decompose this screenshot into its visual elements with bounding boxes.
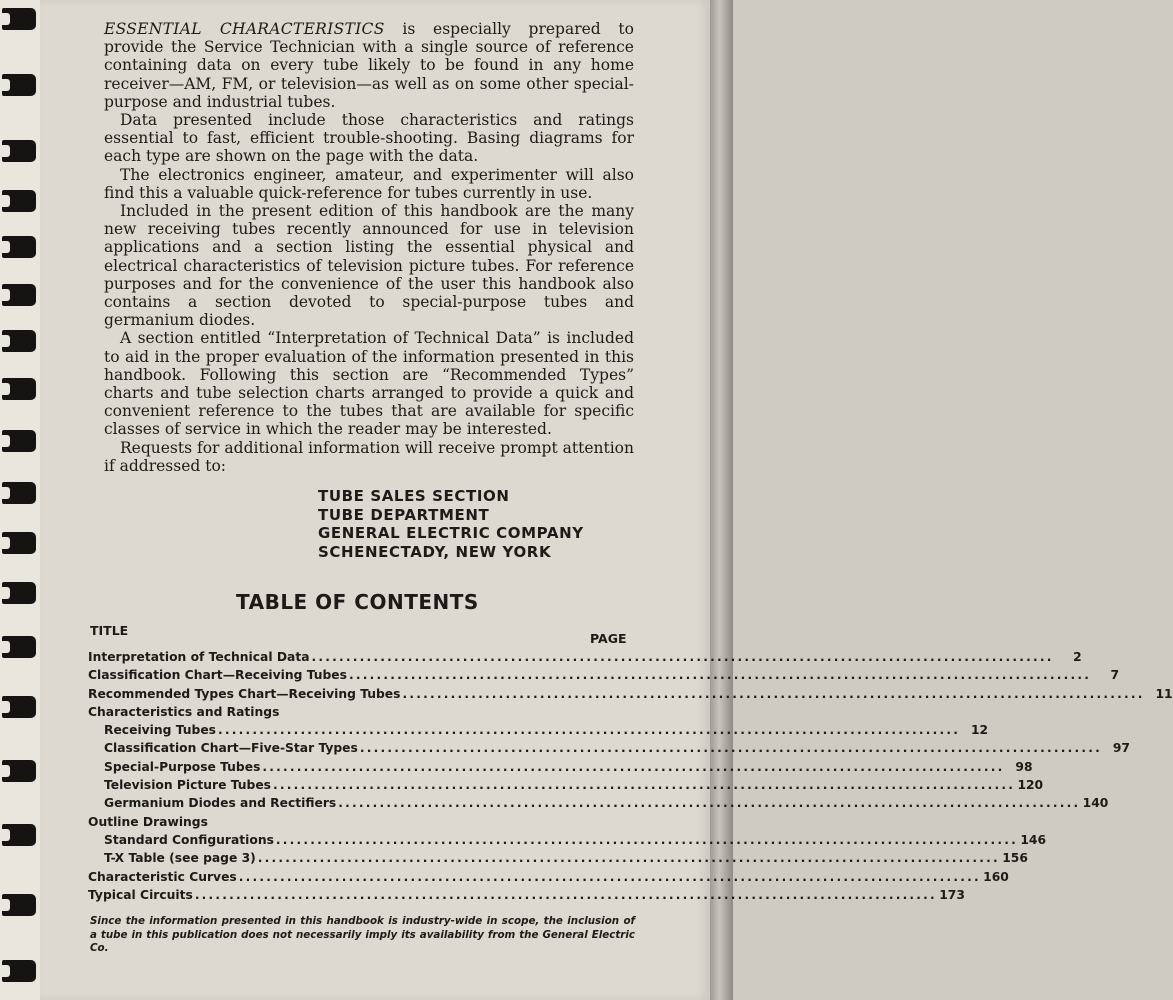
binding-ring	[2, 760, 36, 782]
toc-entry[interactable]: Receiving Tubes ............................................................................................................ 12	[104, 723, 989, 738]
toc-entry[interactable]: Classification Chart—Five-Star Types ............................................................................................................ 97	[104, 741, 1130, 756]
binding-ring	[2, 636, 36, 658]
binding-ring	[2, 960, 36, 982]
intro-paragraph-2: Data presented include those characteristics and ratings essential to fast, efficient trouble-shooting. Basing diagrams for each type are shown on the page with the data.	[104, 111, 634, 166]
availability-footnote: Since the information presented in this handbook is industry-wide in scope, the inclusion of a tube in this publication does not necessarily imply its availability from the General Electric Co.	[90, 915, 635, 954]
page-edge-shadow	[710, 0, 733, 1000]
toc-page-column-header: PAGE	[590, 631, 627, 646]
binding-ring	[2, 532, 36, 554]
binding-ring	[2, 236, 36, 258]
binding-ring	[2, 696, 36, 718]
address-line: TUBE DEPARTMENT	[318, 505, 490, 524]
intro-text	[104, 20, 634, 475]
toc-entry[interactable]: Special-Purpose Tubes ............................................................................................................ 98	[104, 759, 1033, 774]
handbook-title: ESSENTIAL CHARACTERISTICS	[104, 20, 385, 38]
binding-ring	[2, 430, 36, 452]
binding-ring	[2, 582, 36, 604]
intro-paragraph-3: The electronics engineer, amateur, and experimenter will also find this a valuable quick-reference for tubes currently in use.	[104, 165, 634, 202]
binding-ring	[2, 378, 36, 400]
address-line: TUBE SALES SECTION	[318, 487, 510, 505]
toc-section-heading: Outline Drawings	[88, 814, 208, 829]
intro-paragraph-6: Requests for additional information will receive prompt attention if addressed to:	[104, 438, 634, 475]
intro-paragraph-4: Included in the present edition of this handbook are the many new receiving tubes recently announced for use in television applications and a section listing the essential physical and electrical characteristics of television picture tubes. For reference purposes and for the convenience of the user this handbook also contains a section devoted to special-purpose tubes and germanium diodes.	[104, 202, 634, 330]
binding-ring	[2, 824, 36, 846]
address-line: GENERAL ELECTRIC COMPANY	[318, 524, 584, 542]
toc-title-column-header: TITLE	[90, 623, 129, 638]
toc-entry[interactable]: Television Picture Tubes ............................................................................................................ 120	[104, 778, 1044, 793]
intro-paragraph-5: A section entitled “Interpretation of Technical Data” is included to aid in the proper evaluation of the information presented in this handbook. Following this section are “Recommended Types” charts and tube selection charts arranged to provide a quick and convenient reference to the tubes that are available for specific classes of service in which the reader may be interested.	[104, 329, 634, 439]
table-of-contents	[88, 650, 1173, 906]
toc-entry[interactable]: Classification Chart—Receiving Tubes ............................................................................................................ 7	[88, 668, 1120, 683]
binding-ring	[2, 482, 36, 504]
toc-entry[interactable]: T-X Table (see page 3) ............................................................................................................ 156	[104, 851, 1028, 866]
binding-ring	[2, 894, 36, 916]
binding-spine	[0, 0, 40, 1000]
binding-ring	[2, 140, 36, 162]
intro-paragraph-1: ESSENTIAL CHARACTERISTICS is especially prepared to provide the Service Technician with a single source of reference containing data on every tube likely to be found in any home receiver—AM, FM, or television—as well as on some other special-purpose and industrial tubes.	[104, 20, 634, 111]
binding-ring	[2, 8, 36, 30]
address-line: SCHENECTADY, NEW YORK	[318, 542, 552, 561]
toc-entry[interactable]: Characteristic Curves ............................................................................................................ 160	[88, 869, 1009, 884]
toc-entry[interactable]: Typical Circuits ............................................................................................................ 173	[88, 887, 965, 902]
binding-ring	[2, 330, 36, 352]
toc-heading: TABLE OF CONTENTS	[236, 590, 479, 614]
mailing-address	[318, 487, 584, 561]
toc-entry[interactable]: Germanium Diodes and Rectifiers ............................................................................................................ 140	[104, 796, 1109, 811]
binding-ring	[2, 74, 36, 96]
binding-ring	[2, 284, 36, 306]
toc-entry[interactable]: Recommended Types Chart—Receiving Tubes ............................................................................................................ 11	[88, 686, 1173, 701]
binding-ring	[2, 190, 36, 212]
toc-entry[interactable]: Standard Configurations ............................................................................................................ 146	[104, 832, 1047, 847]
toc-entry[interactable]: Interpretation of Technical Data ............................................................................................................ 2	[88, 650, 1082, 664]
toc-section-heading: Characteristics and Ratings	[88, 704, 280, 719]
